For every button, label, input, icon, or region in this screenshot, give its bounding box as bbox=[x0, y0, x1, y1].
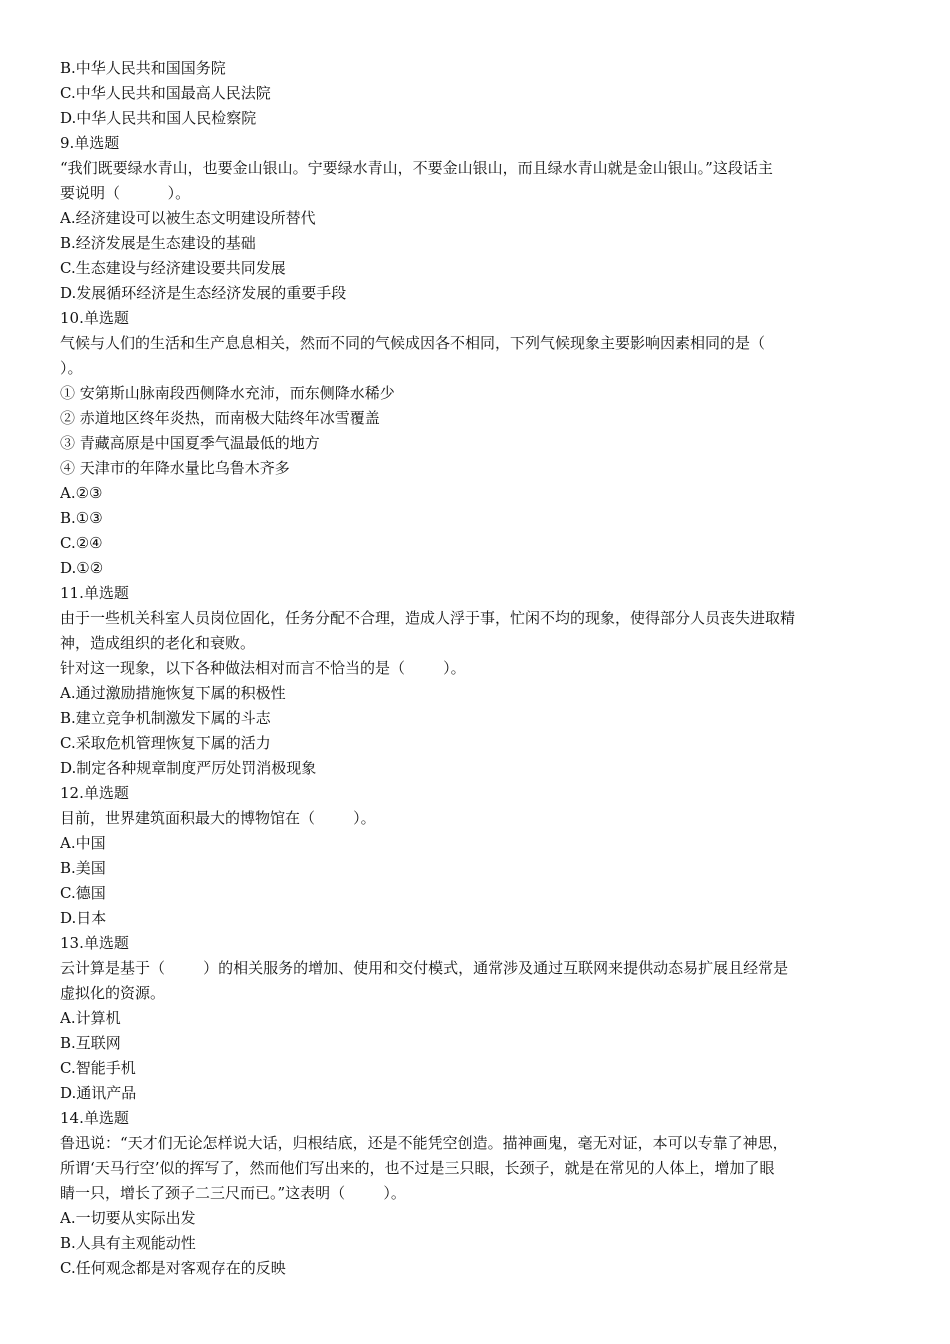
answer-option: A.经济建设可以被生态文明建设所替代 bbox=[60, 209, 316, 227]
answer-option: B.经济发展是生态建设的基础 bbox=[60, 234, 256, 252]
answer-option: C.②④ bbox=[60, 534, 103, 552]
answer-option: A.通过激励措施恢复下属的积极性 bbox=[60, 684, 286, 702]
answer-option: B.建立竞争机制激发下属的斗志 bbox=[60, 709, 271, 727]
question-stem-line: 气候与人们的生活和生产息息相关，然而不同的气候成因各不相同，下列气候现象主要影响因素相同的是（ bbox=[60, 334, 766, 352]
question-stem-line: ① 安第斯山脉南段西侧降水充沛，而东侧降水稀少 bbox=[60, 384, 395, 402]
answer-option: D.制定各种规章制度严厉处罚消极现象 bbox=[60, 759, 317, 777]
answer-option: B.互联网 bbox=[60, 1034, 121, 1052]
answer-option: B.人具有主观能动性 bbox=[60, 1234, 196, 1252]
question-type-label: 10.单选题 bbox=[60, 309, 129, 327]
question-stem-line: 针对这一现象，以下各种做法相对而言不恰当的是（ ）。 bbox=[60, 659, 466, 677]
question-type-label: 13.单选题 bbox=[60, 934, 129, 952]
answer-option: C.德国 bbox=[60, 884, 106, 902]
question-stem-line: ）。 bbox=[60, 359, 83, 377]
question-stem-line: 要说明（ ）。 bbox=[60, 184, 191, 202]
question-type-label: 14.单选题 bbox=[60, 1109, 129, 1127]
answer-option: C.任何观念都是对客观存在的反映 bbox=[60, 1259, 286, 1277]
answer-option: B.美国 bbox=[60, 859, 106, 877]
answer-option: C.采取危机管理恢复下属的活力 bbox=[60, 734, 271, 752]
question-stem-line: 鲁迅说：“天才们无论怎样说大话，归根结底，还是不能凭空创造。描神画鬼，毫无对证，本可以专靠了神思， bbox=[60, 1134, 788, 1152]
answer-option: C.中华人民共和国最高人民法院 bbox=[60, 84, 271, 102]
answer-option: A.一切要从实际出发 bbox=[60, 1209, 196, 1227]
question-type-label: 11.单选题 bbox=[60, 584, 129, 602]
answer-option: D.日本 bbox=[60, 909, 107, 927]
question-stem-line: “我们既要绿水青山，也要金山银山。宁要绿水青山，不要金山银山，而且绿水青山就是金山银山。”这段话主 bbox=[60, 159, 773, 177]
answer-option: B.中华人民共和国国务院 bbox=[60, 59, 226, 77]
exam-document bbox=[60, 56, 882, 1281]
question-stem-line: 睛一只，增长了颈子二三尺而已。”这表明（ ）。 bbox=[60, 1184, 406, 1202]
answer-option: C.智能手机 bbox=[60, 1059, 136, 1077]
question-stem-line: 目前，世界建筑面积最大的博物馆在（ ）。 bbox=[60, 809, 376, 827]
question-stem-line: 所谓‘天马行空’似的挥写了，然而他们写出来的，也不过是三只眼，长颈子，就是在常见的人体上，增加了眼 bbox=[60, 1159, 775, 1177]
question-stem-line: 神，造成组织的老化和衰败。 bbox=[60, 634, 256, 652]
answer-option: C.生态建设与经济建设要共同发展 bbox=[60, 259, 286, 277]
answer-option: D.通讯产品 bbox=[60, 1084, 137, 1102]
question-stem-line: 虚拟化的资源。 bbox=[60, 984, 166, 1002]
question-stem-line: ④ 天津市的年降水量比乌鲁木齐多 bbox=[60, 459, 290, 477]
answer-option: A.中国 bbox=[60, 834, 106, 852]
question-type-label: 12.单选题 bbox=[60, 784, 129, 802]
question-stem-line: 由于一些机关科室人员岗位固化，任务分配不合理，造成人浮于事，忙闲不均的现象，使得部分人员丧失进取精 bbox=[60, 609, 796, 627]
question-stem-line: 云计算是基于（ ）的相关服务的增加、使用和交付模式，通常涉及通过互联网来提供动态易扩展且经常是 bbox=[60, 959, 789, 977]
answer-option: A.计算机 bbox=[60, 1009, 121, 1027]
answer-option: D.发展循环经济是生态经济发展的重要手段 bbox=[60, 284, 347, 302]
answer-option: A.②③ bbox=[60, 484, 103, 502]
answer-option: B.①③ bbox=[60, 509, 103, 527]
question-stem-line: ③ 青藏高原是中国夏季气温最低的地方 bbox=[60, 434, 320, 452]
question-type-label: 9.单选题 bbox=[60, 134, 120, 152]
answer-option: D.①② bbox=[60, 559, 104, 577]
question-stem-line: ② 赤道地区终年炎热，而南极大陆终年冰雪覆盖 bbox=[60, 409, 380, 427]
answer-option: D.中华人民共和国人民检察院 bbox=[60, 109, 257, 127]
